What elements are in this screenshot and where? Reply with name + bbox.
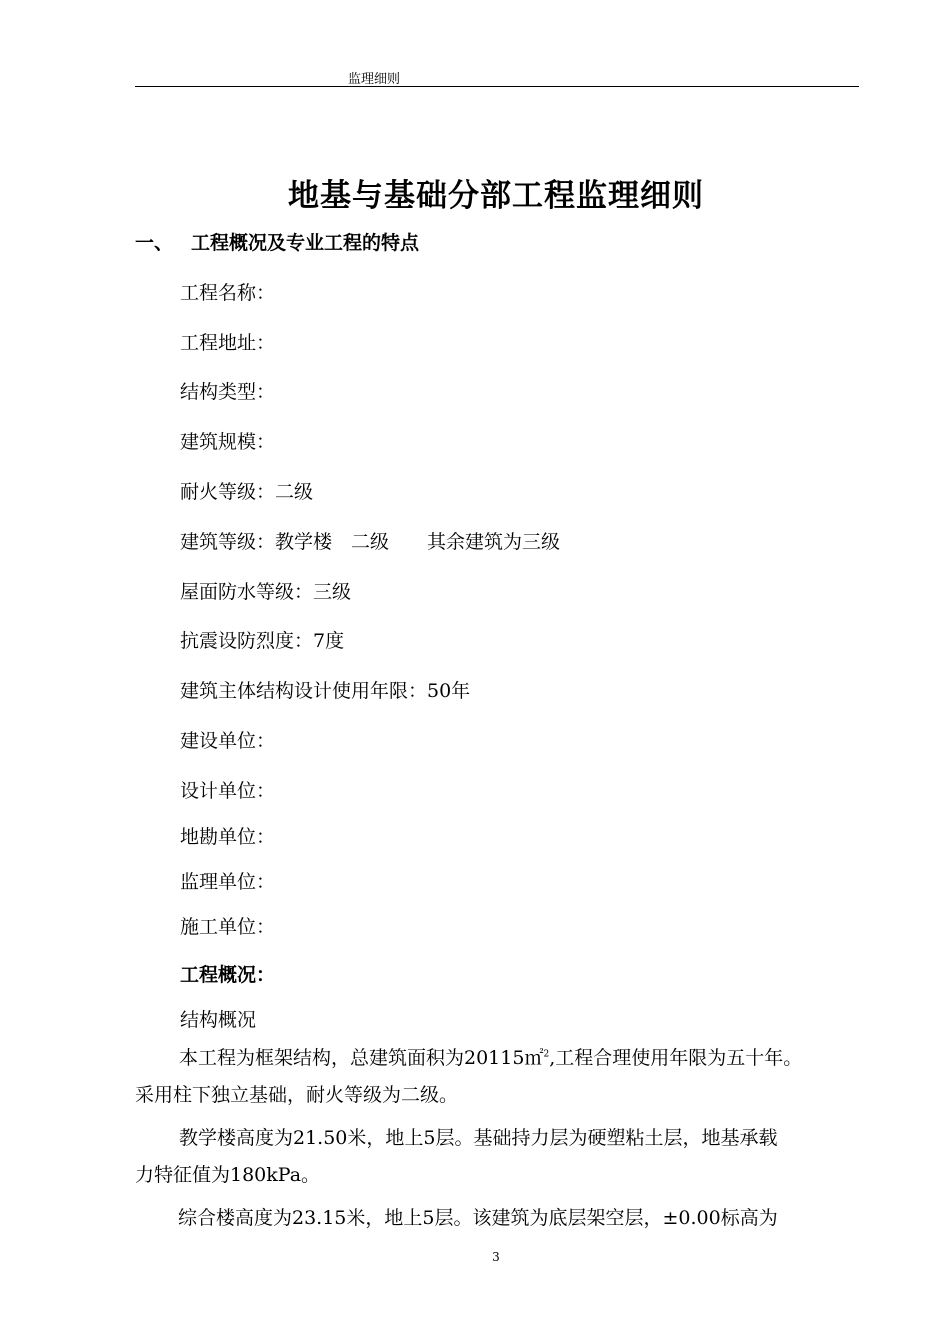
field-owner: 建设单位： (180, 730, 276, 752)
field-supervisor: 监理单位： (180, 871, 276, 893)
field-geotechnical: 地勘单位： (180, 826, 276, 848)
paragraph-text: 本工程为框架结构，总建筑面积为20115㎡ (179, 1047, 544, 1069)
field-roof-waterproof: 屋面防水等级：三级 (180, 581, 352, 603)
paragraph-line: 教学楼高度为21.50米，地上5层。基础持力层为硬塑粘土层，地基承载 (179, 1127, 778, 1149)
field-project-name: 工程名称： (180, 282, 276, 304)
document-title: 地基与基础分部工程监理细则 (288, 178, 704, 214)
field-building-scale: 建筑规模： (180, 431, 276, 453)
header-divider (135, 86, 859, 87)
page-header-text: 监理细则 (348, 72, 401, 87)
paragraph-line (135, 1043, 859, 1070)
superscript: 2 (543, 1049, 550, 1060)
paragraph-line: 采用柱下独立基础，耐火等级为二级。 (135, 1084, 459, 1106)
field-contractor: 施工单位： (180, 916, 276, 938)
paragraph-line: 力特征值为180kPa。 (135, 1164, 321, 1186)
field-seismic-intensity: 抗震设防烈度：7度 (180, 630, 345, 652)
field-project-address: 工程地址： (180, 332, 276, 354)
section-heading-text: 工程概况及专业工程的特点 (191, 232, 420, 254)
field-structure-type: 结构类型： (180, 381, 276, 403)
paragraph-text: ,工程合理使用年限为五十年。 (549, 1047, 803, 1069)
overview-heading: 工程概况： (180, 964, 276, 986)
field-design-life: 建筑主体结构设计使用年限：50年 (180, 680, 471, 702)
overview-subheading: 结构概况 (180, 1009, 257, 1031)
field-building-grade: 建筑等级：教学楼 二级 其余建筑为三级 (180, 531, 561, 553)
field-fire-rating: 耐火等级：二级 (180, 481, 314, 503)
section-heading (135, 228, 419, 255)
paragraph-teaching-building (135, 1123, 859, 1187)
section-number: 一、 (135, 232, 174, 254)
field-designer: 设计单位： (180, 780, 276, 802)
paragraph-structure (135, 1043, 859, 1107)
paragraph-complex-building: 综合楼高度为23.15米，地上5层。该建筑为底层架空层，±0.00标高为 (178, 1207, 778, 1229)
page-number: 3 (492, 1250, 500, 1264)
